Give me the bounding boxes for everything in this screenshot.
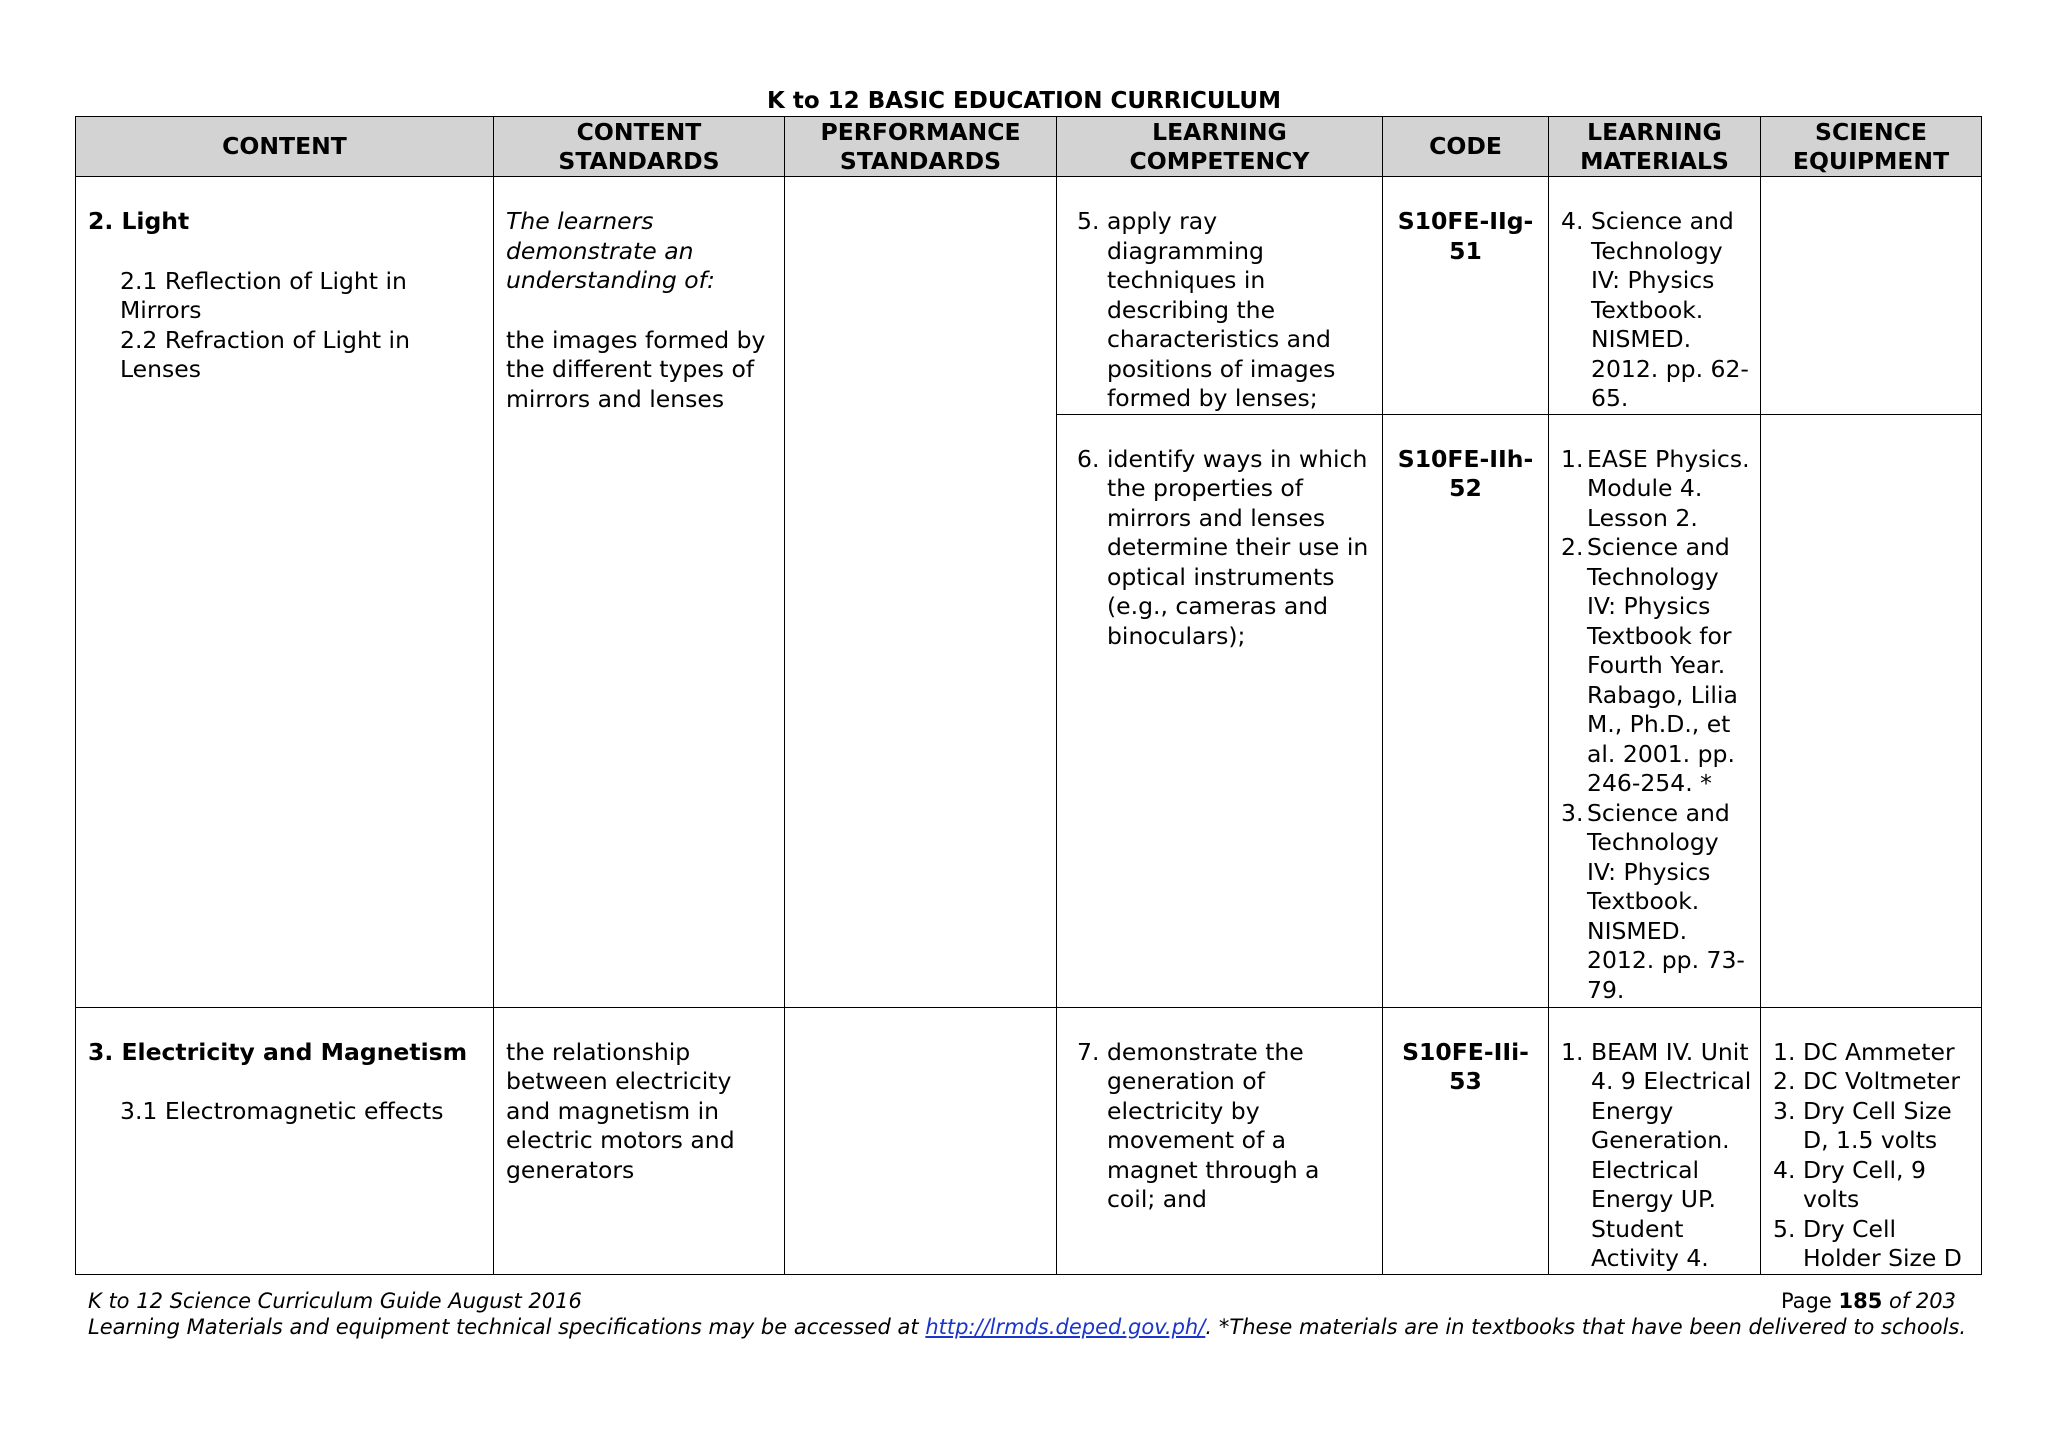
topic-light: 2. Light: [88, 207, 190, 235]
content-electricity-cell: [76, 1007, 494, 1274]
competency-number: 6.: [1077, 444, 1100, 473]
subtopic: 2.2 Refraction of Light in Lenses: [120, 325, 410, 383]
competency-text: identify ways in which the properties of mirrors and lenses determine their use in optical instruments (e.g., cameras and binoculars);: [1107, 444, 1369, 650]
header-science-equipment: SCIENCE EQUIPMENT: [1761, 117, 1982, 177]
content-standards-light-cell: [494, 177, 785, 1008]
code-cell: [1383, 414, 1549, 1007]
header-content: CONTENT: [76, 117, 494, 177]
header-row: [76, 117, 1982, 177]
competency-text: demonstrate the generation of electricity by movement of a magnet through a coil; and: [1107, 1037, 1320, 1213]
subtopic: 3.1 Electromagnetic effects: [120, 1097, 444, 1125]
performance-standards-electricity-cell: [785, 1007, 1057, 1274]
materials-cell: [1549, 177, 1761, 415]
header-performance-standards: PERFORMANCE STANDARDS: [785, 117, 1057, 177]
table-row: [76, 177, 1982, 415]
equipment-cell: [1761, 177, 1982, 415]
list-item: 1. DC Ammeter: [1773, 1037, 1955, 1066]
list-item: 1. BEAM IV. Unit 4. 9 Electrical Energy Generation. Electrical Energy UP. Student Activity 4.: [1561, 1037, 1752, 1272]
standards-text: the relationship between electricity and magnetism in electric motors and generators: [506, 1037, 735, 1184]
document-title: K to 12 BASIC EDUCATION CURRICULUM: [767, 88, 1281, 114]
competency-number: 5.: [1077, 207, 1100, 235]
competency-code: S10FE-IIi-53: [1402, 1037, 1529, 1095]
list-item: 3. Science and Technology IV: Physics Textbook. NISMED. 2012. pp. 73-79.: [1561, 798, 1745, 1004]
list-item: 5. Dry Cell Holder Size D: [1773, 1214, 1962, 1272]
materials-cell: [1549, 414, 1761, 1007]
list-item: 1. EASE Physics. Module 4. Lesson 2.: [1561, 444, 1750, 532]
standards-intro: The learners demonstrate an understanding of:: [506, 207, 715, 294]
competency-cell: [1057, 177, 1383, 415]
list-item: 2. DC Voltmeter: [1773, 1067, 1961, 1095]
competency-cell: [1057, 1007, 1383, 1274]
materials-cell: [1549, 1007, 1761, 1274]
header-content-standards: CONTENT STANDARDS: [494, 117, 785, 177]
content-light-cell: [76, 177, 494, 1008]
list-item: 4. Dry Cell, 9 volts: [1773, 1155, 1926, 1213]
competency-code: S10FE-IIh-52: [1397, 444, 1534, 502]
code-cell: [1383, 177, 1549, 415]
footer-access-note: Learning Materials and equipment technical specifications may be accessed at http://lrmds.deped.gov.ph/.: [88, 1315, 1212, 1339]
page-number: Page 185 of 203: [1780, 1289, 1956, 1313]
equipment-cell: [1761, 414, 1982, 1007]
header-learning-materials: LEARNING MATERIALS: [1549, 117, 1761, 177]
footer-textbook-note: *These materials are in textbooks that have been delivered to schools.: [1218, 1315, 1966, 1339]
table-row: [76, 1007, 1982, 1274]
competency-text: apply ray diagramming techniques in describing the characteristics and positions of images formed by lenses;: [1107, 207, 1336, 412]
footer-guide: K to 12 Science Curriculum Guide August 2016: [88, 1289, 582, 1313]
header-learning-competency: LEARNING COMPETENCY: [1057, 117, 1383, 177]
equipment-cell: [1761, 1007, 1982, 1274]
curriculum-table: [75, 116, 1982, 1275]
performance-standards-light-cell: [785, 177, 1057, 1008]
competency-cell: [1057, 414, 1383, 1007]
code-cell: [1383, 1007, 1549, 1274]
list-item: 2. Science and Technology IV: Physics Textbook for Fourth Year. Rabago, Lilia M., Ph.D., et al. 2001. pp. 246-254. *: [1561, 533, 1738, 797]
content-standards-electricity-cell: [494, 1007, 785, 1274]
competency-number: 7.: [1077, 1037, 1100, 1066]
standards-text: the images formed by the different types of mirrors and lenses: [506, 325, 766, 413]
lrmds-link[interactable]: http://lrmds.deped.gov.ph/: [925, 1315, 1206, 1339]
topic-electricity: 3. Electricity and Magnetism: [88, 1037, 468, 1066]
list-item: 4. Science and Technology IV: Physics Textbook. NISMED. 2012. pp. 62-65.: [1561, 207, 1749, 412]
competency-code: S10FE-IIg-51: [1397, 207, 1534, 265]
list-item: 3. Dry Cell Size D, 1.5 volts: [1773, 1096, 1952, 1154]
header-code: CODE: [1383, 117, 1549, 177]
subtopic: 2.1 Reflection of Light in Mirrors: [120, 266, 407, 324]
